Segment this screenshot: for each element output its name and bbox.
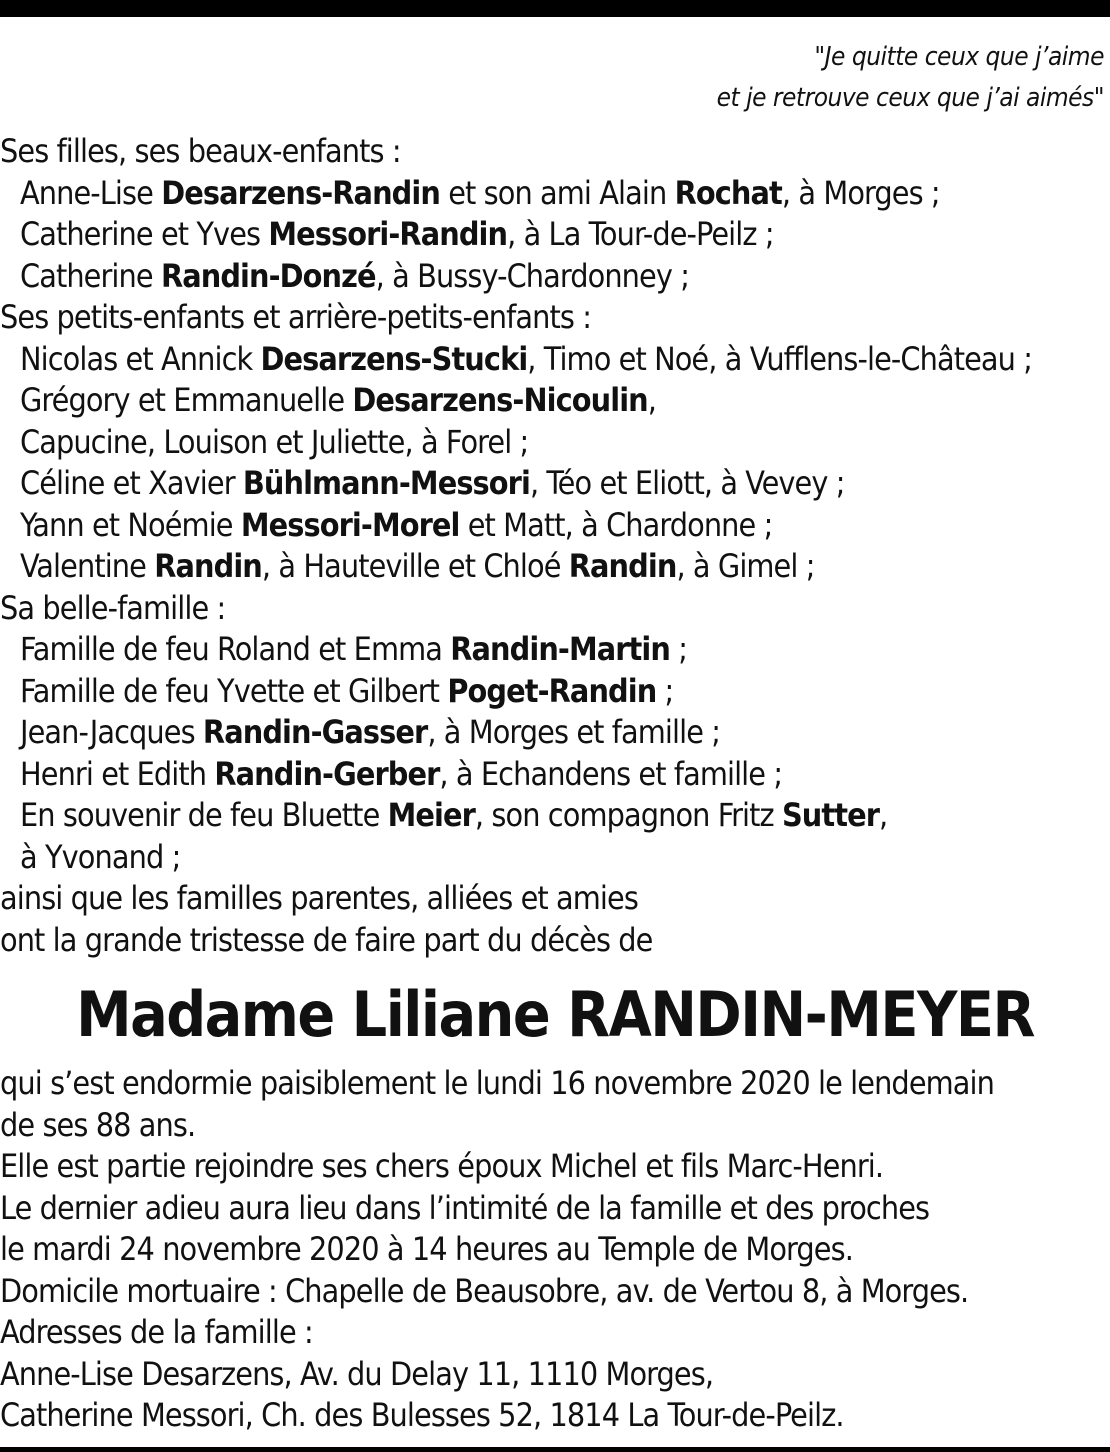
family-entry: Famille de feu Yvette et Gilbert Poget-Randin ;	[20, 671, 674, 710]
daughters-heading: Ses filles, ses beaux-enfants :	[0, 132, 401, 170]
detail-line: Le dernier adieu aura lieu dans l’intimité de la famille et des proches	[0, 1188, 930, 1227]
notice-details	[0, 1063, 1110, 1437]
family-entry: Yann et Noémie Messori-Morel et Matt, à Chardonne ;	[20, 505, 773, 544]
deceased-name: Madame Liliane RANDIN-MEYER	[76, 978, 1034, 1051]
family-entry: Valentine Randin, à Hauteville et Chloé Randin, à Gimel ;	[20, 547, 815, 585]
family-entry: Catherine Randin-Donzé, à Bussy-Chardonney ;	[20, 256, 690, 295]
family-entry: Céline et Xavier Bühlmann-Messori, Téo et Eliott, à Vevey ;	[20, 464, 845, 502]
bottom-rule	[0, 1447, 1110, 1452]
family-list	[0, 131, 1110, 961]
grandchildren-heading: Ses petits-enfants et arrière-petits-enfants :	[0, 298, 591, 336]
inlaws-heading: Sa belle-famille :	[0, 588, 226, 627]
family-entry: Catherine et Yves Messori-Randin, à La Tour-de-Peilz ;	[20, 215, 774, 253]
detail-line: Elle est partie rejoindre ses chers époux Michel et fils Marc-Henri.	[0, 1147, 884, 1185]
detail-line: Domicile mortuaire : Chapelle de Beausobre, av. de Vertou 8, à Morges.	[0, 1271, 969, 1310]
top-rule	[0, 0, 1110, 17]
family-entry: Capucine, Louison et Juliette, à Forel ;	[20, 422, 529, 461]
closing-line: ainsi que les familles parentes, alliées et amies	[0, 879, 638, 917]
family-entry: à Yvonand ;	[20, 837, 181, 876]
quote-line-1: "Je quitte ceux que j’aime	[814, 42, 1104, 72]
family-entry: En souvenir de feu Bluette Meier, son compagnon Fritz Sutter,	[20, 796, 888, 834]
epigraph-quote	[717, 37, 1104, 119]
family-entry: Anne-Lise Desarzens-Randin et son ami Alain Rochat, à Morges ;	[20, 173, 940, 212]
quote-line-2: et je retrouve ceux que j’ai aimés"	[716, 83, 1104, 113]
family-entry: Nicolas et Annick Desarzens-Stucki, Timo et Noé, à Vufflens-le-Château ;	[20, 339, 1033, 378]
detail-line: de ses 88 ans.	[0, 1105, 196, 1144]
detail-line: qui s’est endormie paisiblement le lundi 16 novembre 2020 le lendemain	[0, 1064, 994, 1102]
detail-line: Catherine Messori, Ch. des Bulesses 52, 1814 La Tour-de-Peilz.	[0, 1396, 844, 1434]
family-entry: Grégory et Emmanuelle Desarzens-Nicoulin,	[20, 381, 657, 419]
detail-line: Anne-Lise Desarzens, Av. du Delay 11, 1110 Morges,	[0, 1354, 714, 1393]
closing-line: ont la grande tristesse de faire part du décès de	[0, 920, 653, 959]
detail-line: Adresses de la famille :	[0, 1313, 313, 1351]
detail-line: le mardi 24 novembre 2020 à 14 heures au Temple de Morges.	[0, 1230, 853, 1268]
family-entry: Famille de feu Roland et Emma Randin-Martin ;	[20, 630, 688, 668]
family-entry: Henri et Edith Randin-Gerber, à Echandens et famille ;	[20, 754, 783, 793]
family-entry: Jean-Jacques Randin-Gasser, à Morges et famille ;	[20, 713, 721, 751]
